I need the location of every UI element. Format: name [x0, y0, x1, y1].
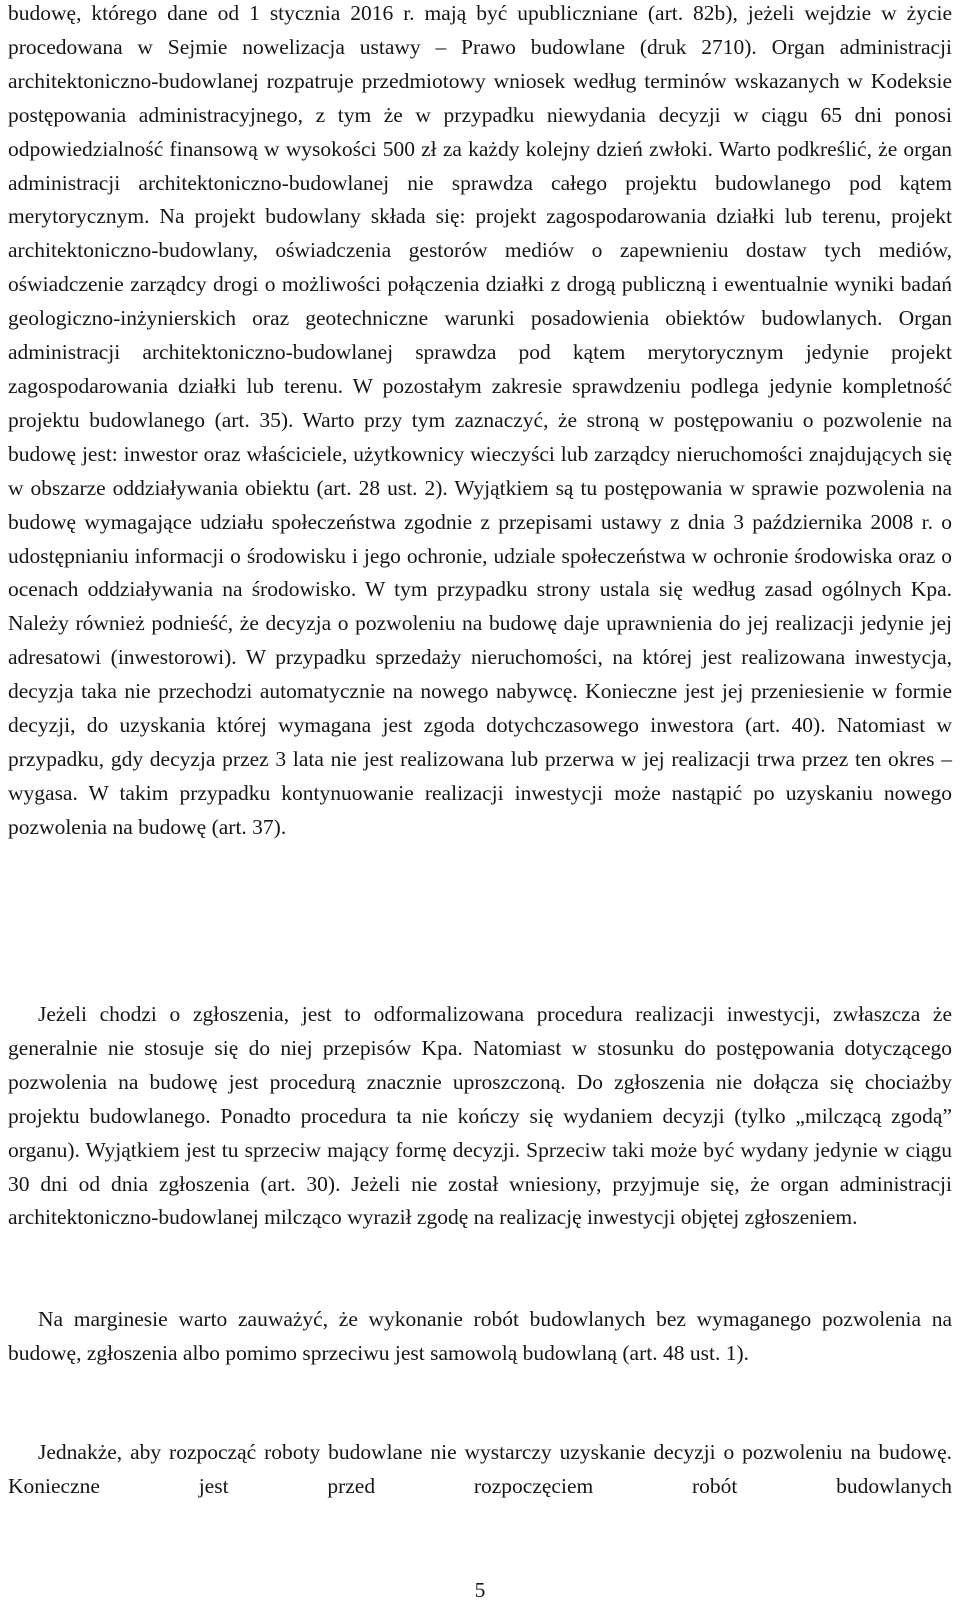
paragraph-starting-works: Jednakże, aby rozpocząć roboty budowlane nie wystarczy uzyskanie decyzji o pozwoleniu na budowę. Konieczne jest przed rozpoczęciem robót budowlanych — [8, 1440, 952, 1498]
paragraph-notifications: Jeżeli chodzi o zgłoszenia, jest to odformalizowana procedura realizacji inwestycji, zwłaszcza że generalnie nie stosuje się do niej przepisów Kpa. Natomiast w stosunku do postępowania dotyczącego pozwolenia na budowę jest procedurą znacznie uproszczoną. Do zgłoszenia nie dołącza się chociażby projektu budowlanego. Ponadto procedura ta nie kończy się wydaniem decyzji (tylko „milczącą zgodą” organu). Wyjątkiem jest tu sprzeciw mający formę decyzji. Sprzeciw taki może być wydany jedynie w ciągu 30 dni od dnia zgłoszenia (art. 30). Jeżeli nie został wniesiony, przyjmuje się, że organ administracji architektoniczno-budowlanej milcząco wyraził zgodę na realizację inwestycji objętej zgłoszeniem. — [8, 1002, 952, 1230]
page-number: 5 — [474, 1578, 486, 1602]
document-page — [8, 0, 952, 1622]
paragraph-unauthorized-construction: Na marginesie warto zauważyć, że wykonanie robót budowlanych bez wymaganego pozwolenia na budowę, zgłoszenia albo pomimo sprzeciwu jest samowolą budowlaną (art. 48 ust. 1). — [8, 1307, 952, 1365]
paragraph-building-permit-procedure: budowę, którego dane od 1 stycznia 2016 r. mają być upubliczniane (art. 82b), jeżeli wejdzie w życie procedowana w Sejmie nowelizacja ustawy – Prawo budowlane (druk 2710). Organ administracji architektoniczno-budowlanej rozpatruje przedmiotowy wniosek według terminów wskazanych w Kodeksie postępowania administracyjnego, z tym że w przypadku niewydania decyzji w ciągu 65 dni ponosi odpowiedzialność finansową w wysokości 500 zł za każdy kolejny dzień zwłoki. Warto podkreślić, że organ administracji architektoniczno-budowlanej nie sprawdza całego projektu budowlanego pod kątem merytorycznym. Na projekt budowlany składa się: projekt zagospodarowania działki lub terenu, projekt architektoniczno-budowlany, oświadczenia gestorów mediów o zapewnieniu dostaw tych mediów, oświadczenie zarządcy drogi o możliwości połączenia działki z drogą publiczną i ewentualnie wyniki badań geologiczno-inżynierskich oraz geotechniczne warunki posadowienia obiektów budowlanych. Organ administracji architektoniczno-budowlanej sprawdza pod kątem merytorycznym jedynie projekt zagospodarowania działki lub terenu. W pozostałym zakresie sprawdzeniu podlega jedynie kompletność projektu budowlanego (art. 35). Warto przy tym zaznaczyć, że stroną w postępowaniu o pozwolenie na budowę jest: inwestor oraz właściciele, użytkownicy wieczyści lub zarządcy nieruchomości znajdujących się w obszarze oddziaływania obiektu (art. 28 ust. 2). Wyjątkiem są tu postępowania w sprawie pozwolenia na budowę wymagające udziału społeczeństwa zgodnie z przepisami ustawy z dnia 3 października 2008 r. o udostępnianiu informacji o środowisku i jego ochronie, udziale społeczeństwa w ochronie środowiska oraz o ocenach oddziaływania na środowisko. W tym przypadku strony ustala się według zasad ogólnych Kpa. Należy również podnieść, że decyzja o pozwoleniu na budowę daje uprawnienia do jej realizacji jedynie jej adresatowi (inwestorowi). W przypadku sprzedaży nieruchomości, na której jest realizowana inwestycja, decyzja taka nie przechodzi automatycznie na nowego nabywcę. Konieczne jest jej przeniesienie w formie decyzji, do uzyskania której wymagana jest zgoda dotychczasowego inwestora (art. 40). Natomiast w przypadku, gdy decyzja przez 3 lata nie jest realizowana lub przerwa w jej realizacji trwa przez ten okres – wygasa. W takim przypadku kontynuowanie realizacji inwestycji może nastąpić po uzyskaniu nowego pozwolenia na budowę (art. 37). — [8, 1, 952, 839]
